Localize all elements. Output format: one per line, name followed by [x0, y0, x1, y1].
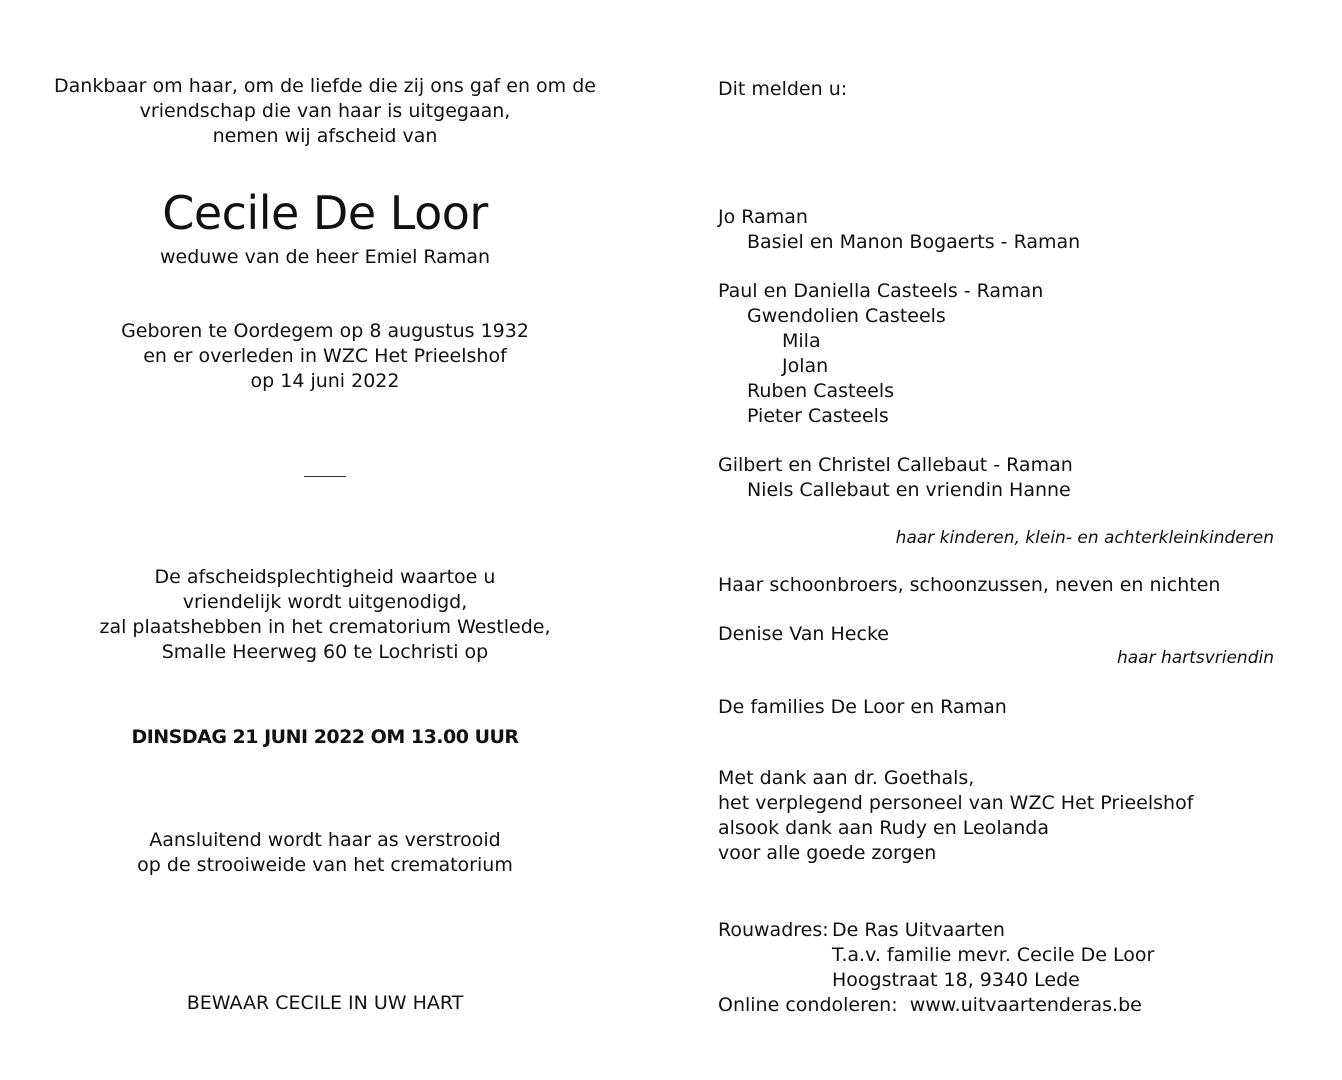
- intro-line: vriendschap die van haar is uitgegaan,: [139, 100, 511, 122]
- birth-line: Geboren te Oordegem op 8 augustus 1932: [121, 320, 529, 342]
- birth-line: op 14 juni 2022: [250, 370, 400, 392]
- intro-line: nemen wij afscheid van: [212, 125, 438, 147]
- family-member: Niels Callebaut en vriendin Hanne: [747, 479, 1071, 501]
- address-label: Rouwadres:: [718, 919, 829, 941]
- ceremony-line: zal plaatshebben in het crematorium Westlede,: [99, 616, 551, 638]
- thanks-line: alsook dank aan Rudy en Leolanda: [718, 817, 1050, 839]
- right-page: [718, 77, 1274, 1018]
- widow-line: weduwe van de heer Emiel Raman: [159, 246, 491, 268]
- thanks-line: Met dank aan dr. Goethals,: [718, 767, 975, 789]
- family-member: Ruben Casteels: [747, 380, 895, 402]
- inlaws-line: Haar schoonbroers, schoonzussen, neven en nichten: [718, 574, 1221, 596]
- online-url[interactable]: www.uitvaartenderas.be: [909, 994, 1142, 1016]
- online-label: Online condoleren:: [718, 994, 898, 1016]
- ceremony-line: De afscheidsplechtigheid waartoe u: [154, 566, 496, 588]
- friend-name: Denise Van Hecke: [718, 623, 889, 645]
- intro-line: Dankbaar om haar, om de liefde die zij ons gaf en om de: [54, 75, 596, 97]
- children-role: haar kinderen, klein- en achterkleinkinderen: [895, 528, 1274, 548]
- left-page: [40, 74, 610, 1016]
- birth-line: en er overleden in WZC Het Prieelshof: [143, 345, 507, 367]
- family-member: Gilbert en Christel Callebaut - Raman: [718, 454, 1073, 476]
- ceremony-date: DINSDAG 21 JUNI 2022 OM 13.00 UUR: [131, 726, 519, 748]
- address-line: T.a.v. familie mevr. Cecile De Loor: [832, 944, 1155, 966]
- family-member: Paul en Daniella Casteels - Raman: [718, 280, 1044, 302]
- closing-line: BEWAAR CECILE IN UW HART: [186, 992, 464, 1014]
- deceased-name: Cecile De Loor: [162, 186, 488, 240]
- address-line: De Ras Uitvaarten: [832, 919, 1005, 941]
- thanks-line: het verplegend personeel van WZC Het Prieelshof: [718, 792, 1194, 814]
- family-member: Gwendolien Casteels: [747, 305, 946, 327]
- address-line: Hoogstraat 18, 9340 Lede: [832, 969, 1080, 991]
- family-member: Jo Raman: [718, 206, 808, 228]
- ceremony-line: Smalle Heerweg 60 te Lochristi op: [161, 641, 489, 663]
- family-member: Pieter Casteels: [747, 405, 889, 427]
- families-line: De families De Loor en Raman: [718, 696, 1007, 718]
- family-member: Basiel en Manon Bogaerts - Raman: [747, 231, 1081, 253]
- family-member: Jolan: [782, 355, 829, 377]
- friend-role: haar hartsvriendin: [1116, 648, 1274, 668]
- family-member: Mila: [782, 330, 821, 352]
- online-condolences: [718, 993, 1274, 1018]
- ceremony-line: vriendelijk wordt uitgenodigd,: [182, 591, 468, 613]
- after-line: op de strooiweide van het crematorium: [137, 854, 513, 876]
- after-line: Aansluitend wordt haar as verstrooid: [149, 829, 501, 851]
- thanks-line: voor alle goede zorgen: [718, 842, 937, 864]
- mourning-address: [718, 918, 1274, 993]
- announce-line: Dit melden u:: [718, 78, 848, 100]
